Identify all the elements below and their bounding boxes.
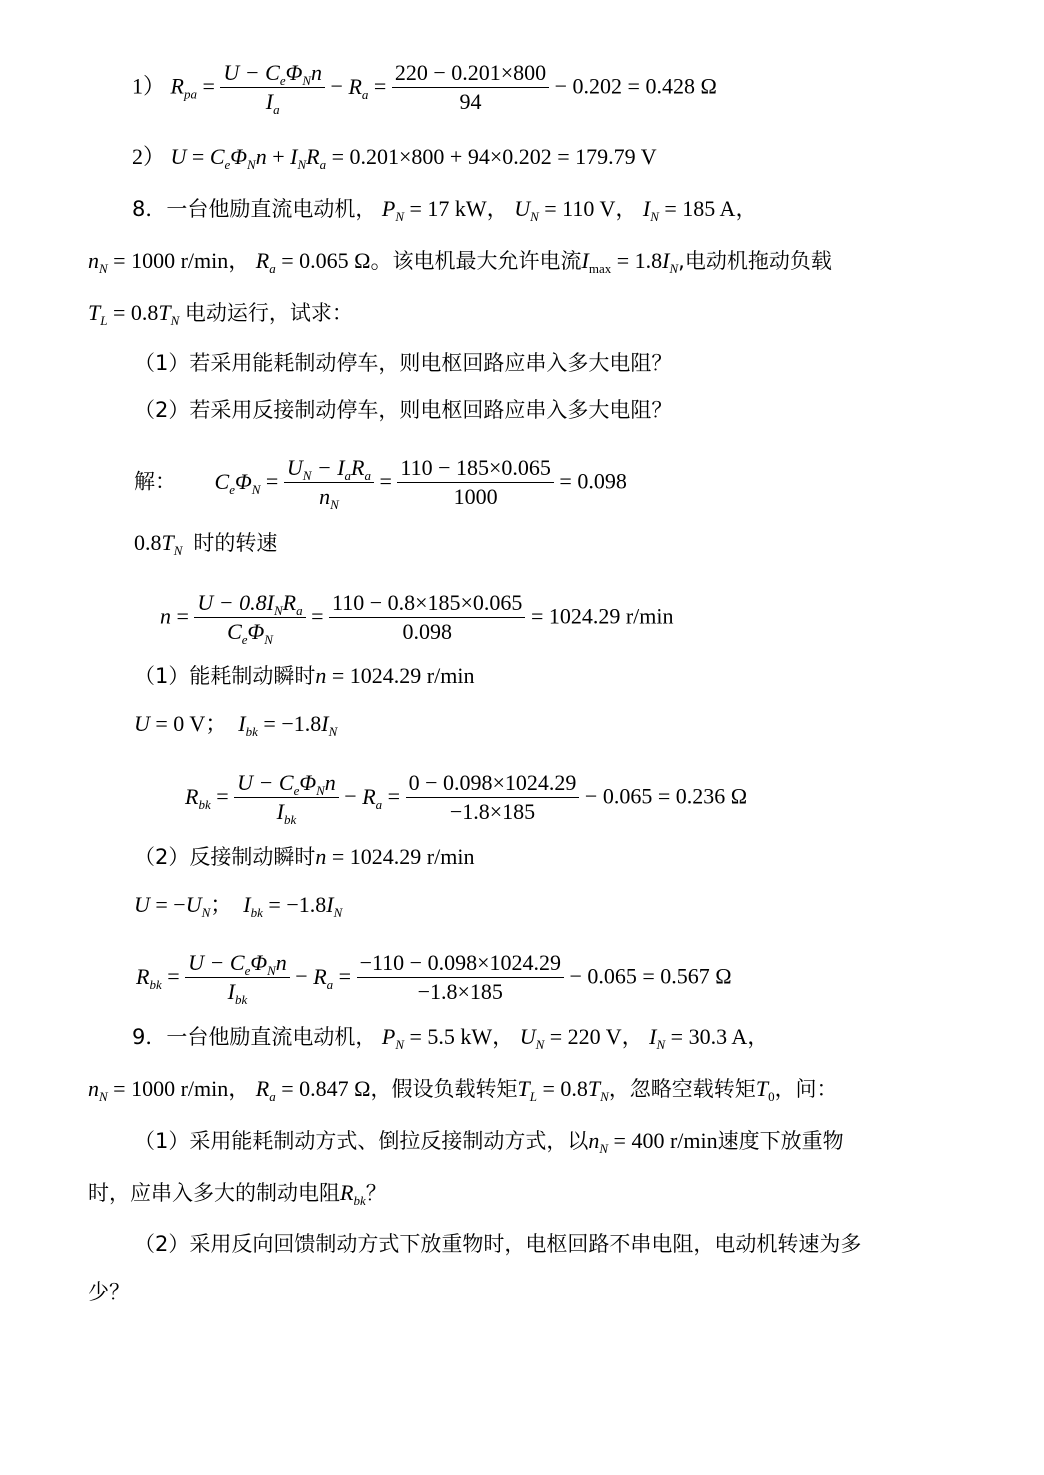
q8-line2: $n_N = 1000$ r/min， $R_a = 0.065$ Ω。该电机最大允许电流$I_{max} = 1.8I_N$,电动机拖动负载 xyxy=(88,248,832,276)
part1-label: （1）能耗制动瞬时n = 1024.29 r/min xyxy=(134,663,475,688)
eq-rbk-2: $R_{bk}$ = $U - C_e\Phi_Nn$ $I_{bk}$ − $R_a$ = $\frac{-110 - 0.098\times 1024.29}{-1.8\times 185}$ − 0.065 = 0.567 Ω xyxy=(136,950,732,1007)
part1-conditions: U = 0 V； $I_{bk} = -1.8I_N$ xyxy=(134,711,338,739)
part2-label: （2）反接制动瞬时n = 1024.29 r/min xyxy=(134,844,475,869)
q9-line2: $n_N = 1000$ r/min， $R_a = 0.847$ Ω，假设负载转矩$T_L = 0.8T_N$，忽略空载转矩$T_0$，问： xyxy=(88,1076,838,1104)
q9-sub2-cont: 少？ xyxy=(88,1280,130,1304)
q8-line1: 8．一台他励直流电动机， $P_N = 17$ kW， $U_N = 110$ V， $I_N = 185$ A， xyxy=(132,196,758,224)
eq-speed: n = $U - 0.8I_NR_a$ $C_e\Phi_N$ = $\frac{110 - 0.8\times 185\times 0.065}{0.098}$ = 1024.29 r/min xyxy=(160,590,674,647)
q9-sub1: （1）采用能耗制动方式、倒拉反接制动方式，以$n_N = 400$ r/min速度下放重物 xyxy=(134,1128,844,1156)
q9-sub2: （2）采用反向回馈制动方式下放重物时，电枢回路不串电阻，电动机转速为多 xyxy=(134,1232,862,1256)
part2-conditions: $U = -U_N$； $I_{bk} = -1.8I_N$ xyxy=(134,892,343,920)
eq-rbk-1: $R_{bk}$ = $U - C_e\Phi_Nn$ $I_{bk}$ − $R_a$ = $\frac{0 - 0.098\times 1024.29}{-1.8\times 185}$ − 0.065 = 0.236 Ω xyxy=(185,770,748,827)
q8-sub1: （1）若采用能耗制动停车，则电枢回路应串入多大电阻？ xyxy=(134,351,673,375)
eq-rpa: 1） $R_{pa}$ = $U - C_e\Phi_Nn$ $I_a$ − $R_a$ = $\frac{220 - 0.201\times 800}{94}$ − 0.202 = 0.428 Ω xyxy=(132,60,717,117)
q9-line1: 9．一台他励直流电动机， $P_N = 5.5$ kW， $U_N = 220$ V， $I_N = 30.3$ A， xyxy=(132,1024,770,1052)
q8-sub2: （2）若采用反接制动停车，则电枢回路应串入多大电阻？ xyxy=(134,398,673,422)
eq-voltage: 2） $U = C_e\Phi_Nn + I_NR_a = 0.201\times 800 + 94\times 0.202 = 179.79$ V xyxy=(132,144,657,172)
q9-sub1-cont: 时，应串入多大的制动电阻$R_{bk}$？ xyxy=(88,1180,387,1208)
speed-heading: $0.8T_N$ 时的转速 xyxy=(134,530,278,558)
eq-ce-phi: 解： $C_e\Phi_N$ = $U_N - I_aR_a$ $n_N$ = $\frac{110 - 185\times 0.065}{1000}$ = 0.098 xyxy=(134,455,627,512)
q8-line3: $T_L = 0.8T_N$ 电动运行，试求： xyxy=(88,300,353,328)
